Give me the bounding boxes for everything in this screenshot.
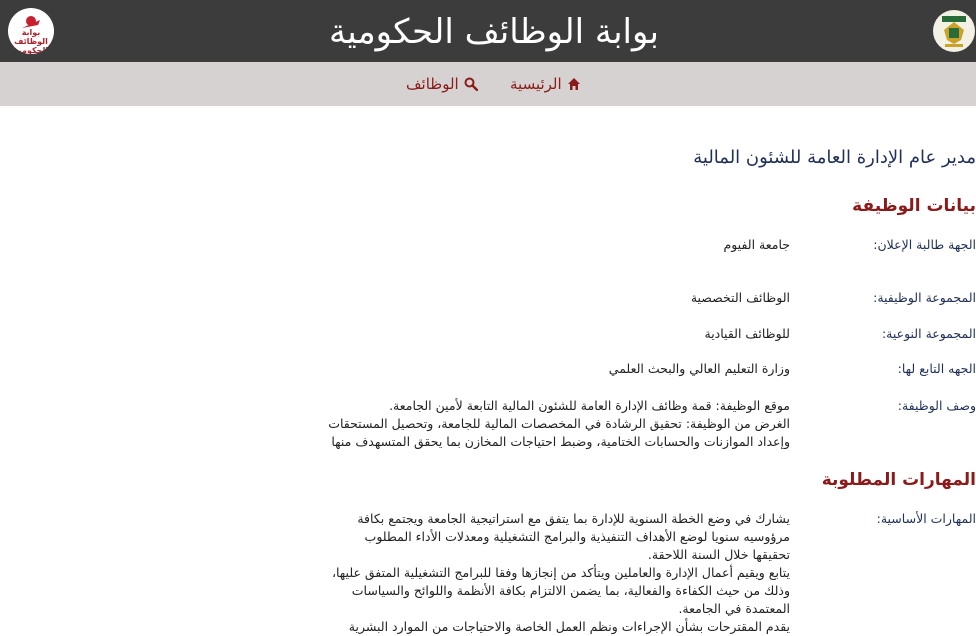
job-description-value (330, 397, 790, 451)
skills-line: يتابع ويقيم أعمال الإدارة والعاملين ويتأكد من إنجازها وفقا للبرامج التشغيلية المتفق عليها، (331, 565, 790, 580)
nav-jobs-link[interactable] (406, 74, 478, 94)
job-group-label: المجموعة الوظيفية: (873, 290, 976, 305)
nav-home-link[interactable] (510, 74, 581, 94)
description-line: موقع الوظيفة: قمة وظائف الإدارة العامة للشئون المالية التابعة لأمين الجامعة. (389, 398, 790, 413)
job-group-value: الوظائف التخصصية (690, 290, 790, 305)
skills-line: يقدم المقترحات بشأن الإجراءات ونظم العمل الخاصة والاحتياجات من الموارد البشرية (348, 619, 790, 634)
authority-label: الجهة طالبة الإعلان: (873, 237, 976, 252)
skills-line: مرؤوسيه سنويا لوضع الأهداف التنفيذية والبرامج التشغيلية ومعدلات الأداء المطلوب (364, 529, 790, 544)
basic-skills-value (330, 510, 790, 636)
search-icon (464, 77, 478, 91)
site-title: بوابة الوظائف الحكومية (328, 12, 660, 52)
nav-home-label: الرئيسية (510, 75, 562, 93)
nav-jobs-label: الوظائف (406, 75, 459, 93)
portal-logo-text: بوابة الوظائف الحكومية (13, 28, 49, 54)
skills-line: يشارك في وضع الخطة السنوية للإدارة بما يتفق مع استراتيجية الجامعة ويجتمع بكافة (357, 511, 790, 526)
affiliation-value: وزارة التعليم العالي والبحث العلمي (608, 361, 790, 376)
skills-line: تحقيقها خلال السنة اللاحقة. (647, 547, 790, 562)
job-title: مدير عام الإدارة العامة للشئون المالية (693, 147, 976, 168)
main-nav (0, 62, 976, 106)
skills-line: وذلك من حيث الكفاءة والفعالية، بما يضمن الالتزام بكافة الأنظمة واللوائح والسياسات (351, 583, 790, 598)
home-icon (567, 77, 581, 91)
job-type-value: للوظائف القيادية (704, 326, 790, 341)
emblem-mark (933, 10, 975, 52)
basic-skills-label: المهارات الأساسية: (876, 511, 976, 526)
job-description-label: وصف الوظيفة: (897, 398, 976, 413)
authority-value: جامعة الفيوم (723, 237, 790, 252)
description-line: الغرض من الوظيفة: تحقيق الرشادة في المخصصات المالية للجامعة، وتحصيل المستحقات (328, 416, 790, 431)
site-header (0, 0, 976, 62)
job-type-label: المجموعة النوعية: (881, 326, 976, 341)
affiliation-label: الجهه التابع لها: (897, 361, 976, 376)
section-job-data: بيانات الوظيفة (852, 196, 976, 216)
description-line: وإعداد الموازنات والحسابات الختامية، وضبط احتياجات المخازن بما يحقق المتسهدف منها (331, 434, 790, 449)
egypt-emblem-icon[interactable] (933, 10, 975, 52)
skills-line: المعتمدة في الجامعة. (678, 601, 790, 616)
section-required-skills: المهارات المطلوبة (821, 470, 976, 490)
